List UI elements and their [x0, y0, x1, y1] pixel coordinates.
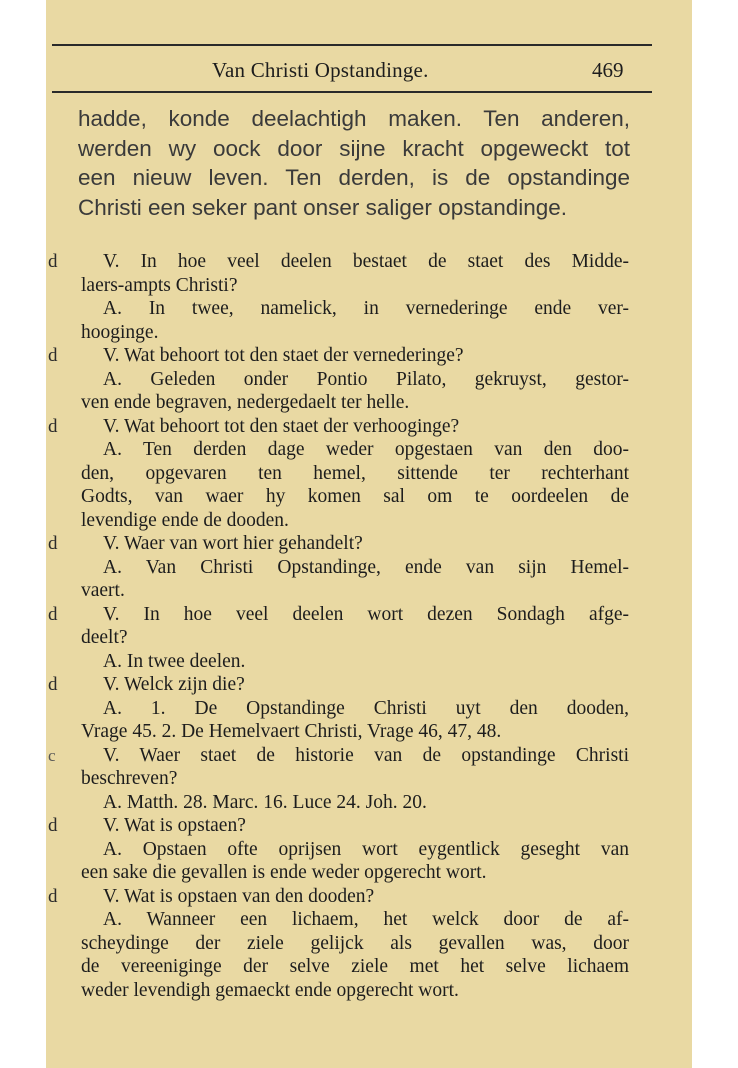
margin-marker: d: [48, 603, 58, 625]
text-line: den, opgevaren ten hemel, sittende ter rechterhant: [81, 462, 629, 484]
text-line: levendige ende de dooden.: [81, 509, 289, 531]
margin-marker: d: [48, 345, 58, 366]
margin-marker: d: [48, 674, 58, 695]
text-line: A. Matth. 28. Marc. 16. Luce 24. Joh. 20.: [103, 791, 427, 813]
question-entry: [46, 532, 629, 556]
margin-marker: d: [48, 533, 58, 554]
header-rule-top: [52, 44, 652, 46]
question-entry: [46, 673, 629, 697]
text-line: Godts, van waer hy komen sal om te oordeelen de: [81, 486, 629, 507]
text-line: A. Wanneer een lichaem, het welck door de af-: [103, 909, 629, 930]
text-line: laers-ampts Christi?: [81, 274, 238, 296]
text-line: V. Wat behoort tot den staet der vernederinge?: [103, 345, 464, 366]
answer-entry: [46, 297, 629, 344]
text-line: A. Geleden onder Pontio Pilato, gekruyst, gestor-: [103, 368, 629, 390]
catechism-qa-list: [46, 250, 692, 1002]
answer-entry: [46, 908, 629, 1002]
answer-entry: [46, 650, 629, 674]
answer-entry: [46, 368, 629, 415]
text-line: deelt?: [81, 627, 128, 648]
text-line: A. Ten derden dage weder opgestaen van den doo-: [103, 439, 629, 460]
question-entry: [46, 250, 629, 297]
intro-paragraph: [78, 104, 630, 222]
intro-line: een nieuw leven. Ten derden, is de opstandinge: [78, 165, 630, 190]
text-line: V. Waer staet de historie van de opstandinge Christi: [103, 744, 629, 766]
text-line: A. In twee deelen.: [103, 650, 246, 672]
text-line: scheydinge der ziele gelijck als gevallen was, door: [81, 932, 629, 954]
question-entry: [46, 744, 629, 791]
running-head: Van Christi Opstandinge.: [212, 58, 429, 82]
intro-line: Christi een seker pant onser saliger opstandinge.: [78, 194, 568, 220]
text-line: V. Wat is opstaen?: [103, 815, 246, 836]
text-line: ven ende begraven, nedergedaelt ter helle.: [81, 392, 410, 413]
answer-entry: [46, 697, 629, 744]
text-line: een sake die gevallen is ende weder opgerecht wort.: [81, 862, 487, 883]
text-line: A. Opstaen ofte oprijsen wort eygentlick geseght van: [103, 838, 629, 860]
answer-entry: [46, 438, 629, 532]
question-entry: [46, 603, 629, 650]
text-line: Vrage 45. 2. De Hemelvaert Christi, Vrage 46, 47, 48.: [81, 721, 502, 742]
text-line: A. In twee, namelick, in vernederinge ende ver-: [103, 298, 629, 319]
margin-marker: c: [48, 745, 56, 765]
text-line: de vereeniginge der selve ziele met het selve lichaem: [81, 956, 629, 977]
question-entry: [46, 415, 629, 439]
answer-entry: [46, 791, 629, 815]
margin-marker: d: [48, 415, 58, 437]
question-entry: [46, 885, 629, 909]
answer-entry: [46, 838, 629, 885]
text-line: V. Wat is opstaen van den dooden?: [103, 885, 375, 907]
answer-entry: [46, 556, 629, 603]
margin-marker: d: [48, 815, 58, 836]
intro-line: hadde, konde deelachtigh maken. Ten anderen,: [78, 106, 630, 131]
text-line: V. In hoe veel deelen wort dezen Sondagh afge-: [103, 603, 629, 625]
text-line: V. Welck zijn die?: [103, 674, 245, 695]
question-entry: [46, 344, 629, 368]
text-line: vaert.: [81, 580, 125, 601]
question-entry: [46, 814, 629, 838]
text-line: A. Van Christi Opstandinge, ende van sijn Hemel-: [103, 556, 629, 578]
text-line: V. Wat behoort tot den staet der verhooginge?: [103, 415, 460, 437]
text-line: hooginge.: [81, 321, 159, 343]
text-line: V. In hoe veel deelen bestaet de staet des Midde-: [103, 251, 629, 272]
intro-line: werden wy oock door sijne kracht opgeweckt tot: [78, 135, 630, 161]
header-rule-bottom: [52, 91, 652, 93]
text-line: A. 1. De Opstandinge Christi uyt den dooden,: [103, 697, 629, 719]
text-line: weder levendigh gemaeckt ende opgerecht wort.: [81, 979, 459, 1001]
page-number: 469: [592, 58, 624, 82]
text-line: V. Waer van wort hier gehandelt?: [103, 533, 363, 554]
book-page: [46, 0, 692, 1068]
margin-marker: d: [48, 885, 58, 907]
margin-marker: d: [48, 251, 58, 272]
text-line: beschreven?: [81, 768, 178, 789]
